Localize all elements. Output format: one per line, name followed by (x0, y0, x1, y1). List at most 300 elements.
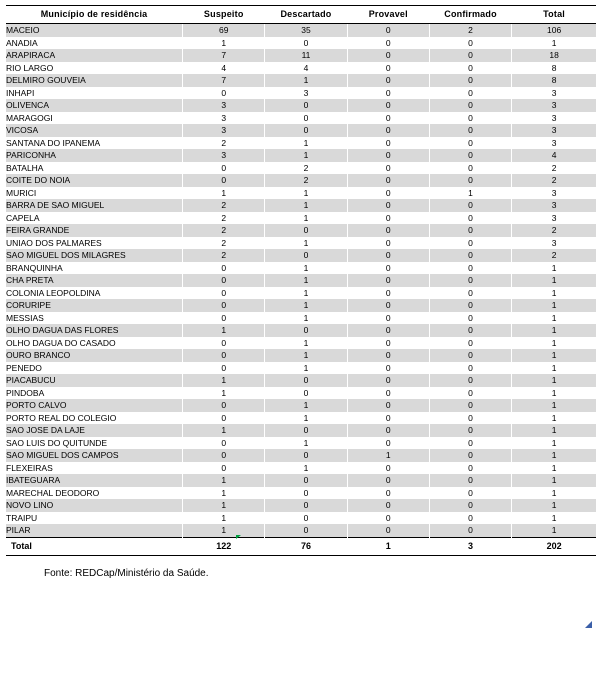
table-row (6, 262, 596, 275)
cell-provavel: 0 (347, 62, 429, 75)
table-row (6, 299, 596, 312)
cell-total: 3 (512, 137, 596, 150)
cell-confirmado: 0 (429, 87, 511, 100)
table-document (6, 5, 596, 579)
cell-confirmado: 0 (429, 99, 511, 112)
table-row (6, 74, 596, 87)
table-row (6, 374, 596, 387)
cell-provavel: 0 (347, 399, 429, 412)
cell-descartado: 0 (265, 112, 347, 125)
cell-provavel: 0 (347, 424, 429, 437)
cell-suspeito: 1 (183, 37, 265, 50)
table-row (6, 274, 596, 287)
table-row (6, 174, 596, 187)
cell-municipio: COLONIA LEOPOLDINA (6, 287, 183, 300)
cell-provavel: 0 (347, 412, 429, 425)
cell-municipio: PORTO REAL DO COLEGIO (6, 412, 183, 425)
cell-total: 3 (512, 87, 596, 100)
cell-provavel: 0 (347, 137, 429, 150)
cell-municipio: FLEXEIRAS (6, 462, 183, 475)
cell-descartado: 0 (265, 249, 347, 262)
cell-descartado: 0 (265, 124, 347, 137)
cell-confirmado: 0 (429, 399, 511, 412)
cell-municipio: OURO BRANCO (6, 349, 183, 362)
cell-provavel: 0 (347, 374, 429, 387)
cell-suspeito: 2 (183, 249, 265, 262)
cell-descartado: 1 (265, 137, 347, 150)
cell-descartado: 1 (265, 437, 347, 450)
cell-municipio: PENEDO (6, 362, 183, 375)
cell-municipio: DELMIRO GOUVEIA (6, 74, 183, 87)
cell-suspeito: 2 (183, 212, 265, 225)
cell-confirmado: 0 (429, 124, 511, 137)
total-suspeito: 122 (183, 537, 265, 555)
cell-municipio: FEIRA GRANDE (6, 224, 183, 237)
cell-confirmado: 0 (429, 199, 511, 212)
cell-municipio: PILAR (6, 524, 183, 537)
table-row (6, 512, 596, 525)
table-body (6, 24, 596, 538)
table-row (6, 199, 596, 212)
cell-descartado: 1 (265, 187, 347, 200)
cell-total: 1 (512, 299, 596, 312)
cell-provavel: 0 (347, 24, 429, 37)
table-row (6, 387, 596, 400)
table-header (6, 6, 596, 24)
table-row (6, 99, 596, 112)
cell-descartado: 1 (265, 349, 347, 362)
cell-provavel: 0 (347, 324, 429, 337)
cell-total: 1 (512, 487, 596, 500)
cell-municipio: TRAIPU (6, 512, 183, 525)
cell-provavel: 0 (347, 462, 429, 475)
cell-total: 1 (512, 474, 596, 487)
cell-provavel: 0 (347, 187, 429, 200)
cell-provavel: 0 (347, 49, 429, 62)
cell-provavel: 0 (347, 149, 429, 162)
cell-suspeito: 1 (183, 424, 265, 437)
cell-confirmado: 0 (429, 249, 511, 262)
cell-total: 1 (512, 349, 596, 362)
cell-suspeito: 1 (183, 374, 265, 387)
cell-confirmado: 0 (429, 424, 511, 437)
column-header-descartado: Descartado (265, 6, 347, 24)
cell-suspeito: 3 (183, 149, 265, 162)
cell-confirmado: 0 (429, 74, 511, 87)
cell-suspeito: 0 (183, 399, 265, 412)
cell-municipio: SAO MIGUEL DOS CAMPOS (6, 449, 183, 462)
corner-marker-icon (585, 621, 592, 628)
cell-suspeito: 0 (183, 349, 265, 362)
cell-suspeito: 0 (183, 274, 265, 287)
table-row (6, 337, 596, 350)
cell-suspeito: 3 (183, 112, 265, 125)
table-row (6, 249, 596, 262)
cell-municipio: BRANQUINHA (6, 262, 183, 275)
cell-municipio: PARICONHA (6, 149, 183, 162)
cases-by-municipality-table (6, 5, 596, 556)
cell-total: 1 (512, 524, 596, 537)
cell-suspeito: 0 (183, 299, 265, 312)
cell-total: 1 (512, 499, 596, 512)
cell-descartado: 3 (265, 87, 347, 100)
cell-municipio: MURICI (6, 187, 183, 200)
cell-descartado: 1 (265, 299, 347, 312)
cell-suspeito: 4 (183, 62, 265, 75)
cell-municipio: CAPELA (6, 212, 183, 225)
cell-municipio: MARAGOGI (6, 112, 183, 125)
cell-confirmado: 0 (429, 499, 511, 512)
cell-descartado: 4 (265, 62, 347, 75)
cell-suspeito: 69 (183, 24, 265, 37)
cell-total: 1 (512, 424, 596, 437)
cell-provavel: 0 (347, 312, 429, 325)
cell-suspeito: 0 (183, 287, 265, 300)
cell-confirmado: 0 (429, 149, 511, 162)
cell-provavel: 0 (347, 512, 429, 525)
cell-provavel: 0 (347, 524, 429, 537)
cell-provavel: 0 (347, 87, 429, 100)
table-row (6, 499, 596, 512)
cell-confirmado: 0 (429, 162, 511, 175)
table-row (6, 412, 596, 425)
cell-suspeito: 2 (183, 224, 265, 237)
cell-municipio: SAO MIGUEL DOS MILAGRES (6, 249, 183, 262)
cell-confirmado: 0 (429, 212, 511, 225)
cell-descartado: 0 (265, 449, 347, 462)
cell-provavel: 0 (347, 437, 429, 450)
table-row (6, 437, 596, 450)
cell-municipio: SANTANA DO IPANEMA (6, 137, 183, 150)
cell-provavel: 0 (347, 337, 429, 350)
cell-confirmado: 0 (429, 324, 511, 337)
cell-provavel: 0 (347, 224, 429, 237)
table-row (6, 137, 596, 150)
table-header-row (6, 6, 596, 24)
table-total-row (6, 537, 596, 555)
cell-descartado: 35 (265, 24, 347, 37)
cell-total: 1 (512, 437, 596, 450)
cell-provavel: 0 (347, 74, 429, 87)
table-row (6, 424, 596, 437)
cell-descartado: 1 (265, 274, 347, 287)
cell-municipio: RIO LARGO (6, 62, 183, 75)
table-row (6, 474, 596, 487)
table-row (6, 524, 596, 537)
cell-municipio: UNIAO DOS PALMARES (6, 237, 183, 250)
table-row (6, 87, 596, 100)
cell-municipio: PINDOBA (6, 387, 183, 400)
cell-total: 8 (512, 62, 596, 75)
cell-total: 2 (512, 174, 596, 187)
table-row (6, 237, 596, 250)
cell-municipio: BARRA DE SAO MIGUEL (6, 199, 183, 212)
cell-provavel: 0 (347, 124, 429, 137)
cell-municipio: COITE DO NOIA (6, 174, 183, 187)
cell-provavel: 0 (347, 287, 429, 300)
cell-provavel: 0 (347, 487, 429, 500)
cell-municipio: VICOSA (6, 124, 183, 137)
cell-municipio: OLHO DAGUA DAS FLORES (6, 324, 183, 337)
cell-total: 1 (512, 512, 596, 525)
cell-total: 2 (512, 224, 596, 237)
total-confirmado: 3 (429, 537, 511, 555)
cell-descartado: 0 (265, 512, 347, 525)
cell-provavel: 0 (347, 499, 429, 512)
cell-suspeito: 0 (183, 87, 265, 100)
cell-municipio: ANADIA (6, 37, 183, 50)
cell-suspeito: 2 (183, 199, 265, 212)
table-row (6, 349, 596, 362)
cell-descartado: 1 (265, 362, 347, 375)
cell-suspeito: 1 (183, 487, 265, 500)
cell-total: 106 (512, 24, 596, 37)
cell-total: 3 (512, 237, 596, 250)
cell-confirmado: 1 (429, 187, 511, 200)
cell-descartado: 0 (265, 499, 347, 512)
total-total: 202 (512, 537, 596, 555)
table-row (6, 149, 596, 162)
cell-total: 1 (512, 274, 596, 287)
cell-suspeito: 0 (183, 162, 265, 175)
cell-confirmado: 0 (429, 524, 511, 537)
cell-total: 2 (512, 162, 596, 175)
cell-provavel: 0 (347, 112, 429, 125)
cell-descartado: 2 (265, 174, 347, 187)
cell-descartado: 1 (265, 412, 347, 425)
cell-descartado: 0 (265, 487, 347, 500)
cell-municipio: MARECHAL DEODORO (6, 487, 183, 500)
cell-provavel: 0 (347, 162, 429, 175)
cell-provavel: 0 (347, 237, 429, 250)
table-row (6, 24, 596, 37)
cell-total: 1 (512, 262, 596, 275)
cell-confirmado: 0 (429, 237, 511, 250)
cell-provavel: 0 (347, 262, 429, 275)
cell-descartado: 0 (265, 474, 347, 487)
cell-descartado: 1 (265, 462, 347, 475)
cell-total: 1 (512, 37, 596, 50)
cell-municipio: MESSIAS (6, 312, 183, 325)
cell-municipio: OLHO DAGUA DO CASADO (6, 337, 183, 350)
cell-suspeito: 3 (183, 99, 265, 112)
cell-provavel: 0 (347, 199, 429, 212)
cell-municipio: ARAPIRACA (6, 49, 183, 62)
cell-provavel: 0 (347, 99, 429, 112)
cell-total: 3 (512, 112, 596, 125)
cell-provavel: 0 (347, 474, 429, 487)
cell-suspeito: 0 (183, 337, 265, 350)
cell-total: 3 (512, 199, 596, 212)
table-row (6, 462, 596, 475)
cell-suspeito: 0 (183, 174, 265, 187)
cell-descartado: 0 (265, 424, 347, 437)
table-row (6, 449, 596, 462)
cell-total: 1 (512, 324, 596, 337)
cell-confirmado: 0 (429, 137, 511, 150)
table-footer (6, 537, 596, 555)
cell-municipio: OLIVENCA (6, 99, 183, 112)
cell-confirmado: 0 (429, 312, 511, 325)
cell-total: 1 (512, 337, 596, 350)
cell-provavel: 0 (347, 362, 429, 375)
cell-confirmado: 0 (429, 299, 511, 312)
cell-descartado: 0 (265, 324, 347, 337)
cell-descartado: 2 (265, 162, 347, 175)
table-row (6, 224, 596, 237)
cell-confirmado: 0 (429, 462, 511, 475)
cell-descartado: 0 (265, 37, 347, 50)
cell-suspeito: 2 (183, 137, 265, 150)
table-row (6, 324, 596, 337)
cell-descartado: 0 (265, 374, 347, 387)
cell-total: 1 (512, 387, 596, 400)
cell-suspeito: 1 (183, 512, 265, 525)
table-row (6, 487, 596, 500)
cell-descartado: 0 (265, 387, 347, 400)
cell-confirmado: 0 (429, 112, 511, 125)
cell-suspeito: 7 (183, 74, 265, 87)
cell-confirmado: 0 (429, 349, 511, 362)
cell-confirmado: 0 (429, 174, 511, 187)
cell-confirmado: 0 (429, 362, 511, 375)
cell-suspeito: 1 (183, 387, 265, 400)
cell-confirmado: 0 (429, 412, 511, 425)
cell-suspeito: 2 (183, 237, 265, 250)
cell-total: 3 (512, 212, 596, 225)
cell-municipio: CHA PRETA (6, 274, 183, 287)
cell-suspeito: 1 (183, 474, 265, 487)
cell-descartado: 0 (265, 524, 347, 537)
total-descartado: 76 (265, 537, 347, 555)
cell-municipio: SAO LUIS DO QUITUNDE (6, 437, 183, 450)
cell-suspeito: 1 (183, 524, 265, 537)
cell-suspeito: 3 (183, 124, 265, 137)
cell-descartado: 1 (265, 212, 347, 225)
cell-total: 1 (512, 399, 596, 412)
cell-confirmado: 0 (429, 437, 511, 450)
cell-total: 18 (512, 49, 596, 62)
table-row (6, 399, 596, 412)
total-label: Total (6, 537, 183, 555)
green-marker-icon (236, 535, 241, 539)
cell-confirmado: 0 (429, 449, 511, 462)
cell-provavel: 0 (347, 37, 429, 50)
cell-provavel: 0 (347, 349, 429, 362)
cell-suspeito: 0 (183, 262, 265, 275)
column-header-provavel: Provavel (347, 6, 429, 24)
cell-total: 1 (512, 287, 596, 300)
cell-suspeito: 0 (183, 437, 265, 450)
cell-confirmado: 0 (429, 374, 511, 387)
cell-municipio: MACEIO (6, 24, 183, 37)
cell-confirmado: 0 (429, 487, 511, 500)
cell-descartado: 11 (265, 49, 347, 62)
cell-descartado: 0 (265, 99, 347, 112)
cell-total: 1 (512, 312, 596, 325)
cell-total: 1 (512, 374, 596, 387)
table-row (6, 162, 596, 175)
cell-total: 1 (512, 362, 596, 375)
table-row (6, 362, 596, 375)
cell-suspeito: 0 (183, 412, 265, 425)
cell-total: 1 (512, 412, 596, 425)
cell-municipio: BATALHA (6, 162, 183, 175)
total-provavel: 1 (347, 537, 429, 555)
cell-suspeito: 0 (183, 312, 265, 325)
cell-municipio: CORURIPE (6, 299, 183, 312)
table-row (6, 312, 596, 325)
table-row (6, 62, 596, 75)
cell-confirmado: 0 (429, 262, 511, 275)
cell-suspeito: 1 (183, 324, 265, 337)
cell-municipio: IBATEGUARA (6, 474, 183, 487)
cell-suspeito: 0 (183, 449, 265, 462)
cell-descartado: 1 (265, 287, 347, 300)
cell-descartado: 1 (265, 74, 347, 87)
table-row (6, 187, 596, 200)
cell-total: 2 (512, 249, 596, 262)
cell-descartado: 1 (265, 337, 347, 350)
cell-descartado: 1 (265, 237, 347, 250)
table-row (6, 287, 596, 300)
cell-provavel: 0 (347, 299, 429, 312)
cell-descartado: 0 (265, 224, 347, 237)
cell-provavel: 0 (347, 174, 429, 187)
table-row (6, 112, 596, 125)
cell-suspeito: 1 (183, 187, 265, 200)
cell-municipio: INHAPI (6, 87, 183, 100)
cell-confirmado: 0 (429, 224, 511, 237)
cell-suspeito: 7 (183, 49, 265, 62)
table-row (6, 37, 596, 50)
column-header-confirmado: Confirmado (429, 6, 511, 24)
cell-confirmado: 0 (429, 387, 511, 400)
cell-total: 1 (512, 449, 596, 462)
cell-municipio: PORTO CALVO (6, 399, 183, 412)
cell-municipio: SAO JOSE DA LAJE (6, 424, 183, 437)
cell-confirmado: 0 (429, 37, 511, 50)
column-header-total: Total (512, 6, 596, 24)
cell-total: 3 (512, 187, 596, 200)
cell-provavel: 0 (347, 387, 429, 400)
cell-provavel: 0 (347, 249, 429, 262)
cell-suspeito: 0 (183, 462, 265, 475)
cell-municipio: PIACABUCU (6, 374, 183, 387)
column-header-municipio: Município de residência (6, 6, 183, 24)
cell-confirmado: 0 (429, 287, 511, 300)
cell-total: 4 (512, 149, 596, 162)
cell-confirmado: 0 (429, 337, 511, 350)
cell-suspeito: 1 (183, 499, 265, 512)
cell-provavel: 1 (347, 449, 429, 462)
table-row (6, 212, 596, 225)
cell-confirmado: 2 (429, 24, 511, 37)
cell-confirmado: 0 (429, 512, 511, 525)
cell-provavel: 0 (347, 274, 429, 287)
cell-municipio: NOVO LINO (6, 499, 183, 512)
column-header-suspeito: Suspeito (183, 6, 265, 24)
cell-confirmado: 0 (429, 62, 511, 75)
cell-descartado: 1 (265, 199, 347, 212)
cell-confirmado: 0 (429, 274, 511, 287)
cell-descartado: 1 (265, 399, 347, 412)
cell-suspeito: 0 (183, 362, 265, 375)
cell-confirmado: 0 (429, 49, 511, 62)
cell-confirmado: 0 (429, 474, 511, 487)
cell-total: 3 (512, 99, 596, 112)
source-note: Fonte: REDCap/Ministério da Saúde. (44, 567, 209, 579)
